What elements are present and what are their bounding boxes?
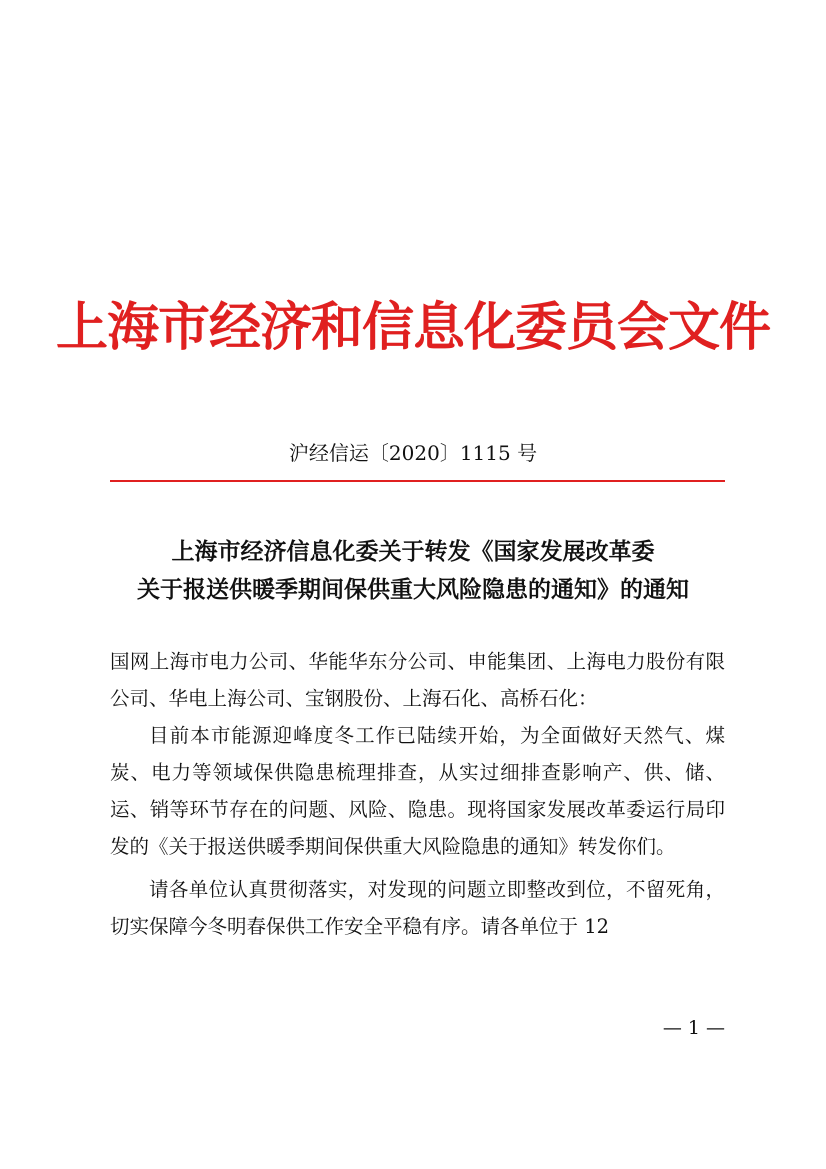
red-divider-line: [110, 480, 725, 482]
notice-title: [0, 533, 826, 609]
recipients-paragraph: 国网上海市电力公司、华能华东分公司、申能集团、上海电力股份有限公司、华电上海公司、宝钢股份、上海石化、高桥石化：: [110, 650, 725, 710]
notice-title-line-1: 上海市经济信息化委关于转发《国家发展改革委: [171, 538, 655, 565]
notice-title-line-2: 关于报送供暖季期间保供重大风险隐患的通知》的通知: [137, 576, 689, 603]
body-paragraph-2: 请各单位认真贯彻落实，对发现的问题立即整改到位，不留死角，切实保障今冬明春保供工作安全平稳有序。请各单位于 12: [110, 878, 725, 938]
page-number: — 1 —: [662, 1017, 725, 1039]
document-body: [110, 643, 725, 945]
document-issuer-title: 上海市经济和信息化委员会文件: [55, 297, 770, 358]
document-number: 沪经信运〔2020〕1115 号: [288, 441, 538, 465]
body-paragraph-1: 目前本市能源迎峰度冬工作已陆续开始，为全面做好天然气、煤炭、电力等领域保供隐患梳理排查，从实过细排查影响产、供、储、运、销等环节存在的问题、风险、隐患。现将国家发展改革委运行局印发的《关于报送供暖季期间保供重大风险隐患的通知》转发你们。: [110, 724, 725, 858]
